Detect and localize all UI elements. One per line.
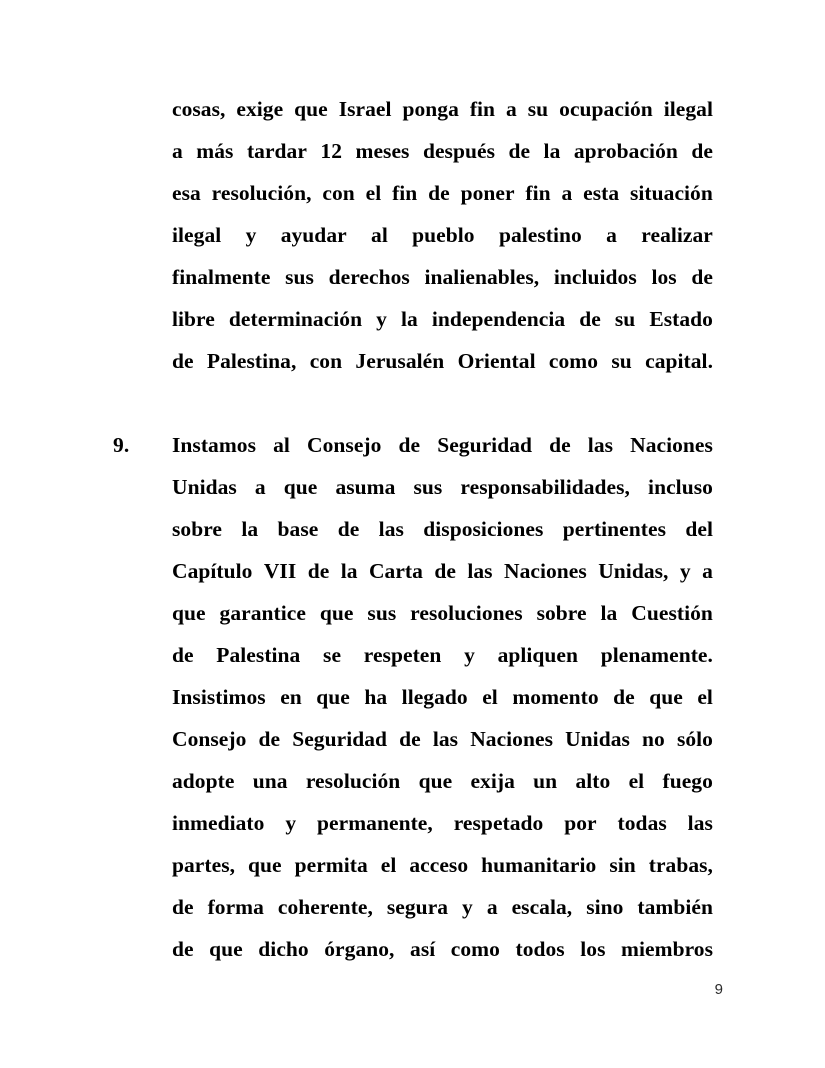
word: a [702,559,713,583]
word: VII [263,559,297,583]
word: y [376,307,387,331]
word: de [508,139,531,163]
word: Seguridad [292,727,388,751]
word: y [285,811,297,835]
word: de [579,307,601,331]
text-column [113,88,713,970]
text-line [172,508,713,550]
word: finalmente [172,265,271,289]
word: Cuestión [631,601,713,625]
word: el [697,685,713,709]
word: alto [575,769,611,793]
word: escala, [511,895,573,919]
word: Estado [649,307,713,331]
word: Unidas [172,475,237,499]
word: la [543,139,561,163]
word: todas [617,811,667,835]
word: partes, [172,853,236,877]
word: respetado [453,811,544,835]
word: y [464,643,475,667]
word: Unidas [565,727,630,751]
word: y [245,223,257,247]
word: de [337,517,360,541]
text-line [172,466,713,508]
word: meses [355,139,410,163]
word: determinación [228,307,363,331]
word: después [422,139,495,163]
word: 12 [320,139,343,163]
word: exige [236,97,284,121]
word: ilegal [663,97,713,121]
word: y [679,559,691,583]
word: realizar [641,223,713,247]
text-line [172,592,713,634]
word: Consejo [172,727,247,751]
word: al [273,433,290,457]
word: fin [469,97,496,121]
word: fin [525,181,551,205]
word: adopte [172,769,235,793]
word: ha [364,685,388,709]
word: aprobación [573,139,678,163]
word: plenamente. [600,643,713,667]
word: se [323,643,342,667]
text-line [172,760,713,802]
word: que [319,601,354,625]
text-line [172,424,713,466]
word: de [172,643,194,667]
text-line [172,256,713,298]
page-number: 9 [714,981,723,998]
text-line [172,802,713,844]
word: poner [460,181,515,205]
word: y [462,895,473,919]
word: Insistimos [172,685,266,709]
word: acceso [409,853,469,877]
word: Israel [338,97,392,121]
word: Consejo [307,433,382,457]
word: palestino [498,223,582,247]
word: su [614,307,636,331]
word: responsabilidades, [460,475,630,499]
word: al [371,223,388,247]
word: las [467,559,493,583]
word: por [564,811,597,835]
word: el [380,853,397,877]
word: pertinentes [562,517,667,541]
word: su [527,97,549,121]
word: sólo [676,727,713,751]
word: sus [285,265,314,289]
word: permita [294,853,368,877]
word: la [340,559,358,583]
word: esa [172,181,201,205]
word: los [651,265,677,289]
word: fuego [662,769,713,793]
word: la [401,307,418,331]
word: trabas, [648,853,713,877]
word: las [687,811,713,835]
word: Naciones [630,433,713,457]
word: ponga [402,97,459,121]
word: que [283,475,318,499]
word: derechos [328,265,410,289]
word: permanente, [317,811,433,835]
word: no [642,727,665,751]
paragraph-continued [113,88,713,382]
word: llegado [401,685,468,709]
word: el [482,685,498,709]
text-line [172,88,713,130]
word: esta [583,181,620,205]
word: el [365,181,382,205]
word: garantice [219,601,306,625]
text-line [172,844,713,886]
word: con [322,181,355,205]
word: disposiciones [423,517,544,541]
word: de [691,265,713,289]
word: a [172,139,183,163]
word: respeten [363,643,442,667]
word: Unidas, [598,559,669,583]
word: a [506,97,517,121]
word: asuma [335,475,396,499]
word: ocupación [559,97,653,121]
word: también [637,895,713,919]
text-line [172,634,713,676]
word: resolución, [211,181,312,205]
word: las [378,517,404,541]
word: momento [512,685,599,709]
word: que [172,601,206,625]
text-line [172,550,713,592]
paragraph-9-marker: 9. [113,433,130,457]
text-line [172,130,713,172]
paragraph-9-body [172,424,713,970]
text-line [172,214,713,256]
word: incluidos [553,265,637,289]
text-line: de Palestina, con Jerusalén Oriental como su capital. [172,349,713,373]
word: de [434,559,456,583]
word: que [294,97,328,121]
word: coherente, [277,895,373,919]
text-line: de que dicho órgano, así como todos los miembros [172,937,713,961]
word: las [432,727,459,751]
word: a [254,475,266,499]
word: más [196,139,234,163]
word: resoluciones [410,601,523,625]
text-line [172,172,713,214]
word: sobre [536,601,587,625]
word: las [587,433,614,457]
word: independencia [431,307,566,331]
paragraph-continued-body [172,88,713,382]
word: una [252,769,288,793]
word: que [649,685,683,709]
word: que [248,853,282,877]
paragraph-9 [113,424,713,970]
word: de [691,139,713,163]
word: de [398,433,421,457]
word: de [428,181,450,205]
word: sobre [172,517,223,541]
word: Carta [368,559,423,583]
word: a [486,895,498,919]
word: de [307,559,330,583]
word: ayudar [280,223,347,247]
word: Instamos [172,433,257,457]
word: un [533,769,558,793]
word: libre [172,307,215,331]
word: sin [609,853,636,877]
word: de [399,727,421,751]
word: base [277,517,319,541]
word: inalienables, [424,265,540,289]
word: segura [386,895,449,919]
word: que [316,685,350,709]
word: sino [586,895,624,919]
text-line [172,298,713,340]
word: incluso [648,475,713,499]
word: apliquen [497,643,579,667]
word: la [600,601,618,625]
word: de [549,433,571,457]
word: humanitario [481,853,597,877]
word: del [685,517,713,541]
text-line [172,886,713,928]
word: Capítulo [172,559,253,583]
word: de [172,895,194,919]
word: en [280,685,302,709]
word: pueblo [412,223,475,247]
word: situación [629,181,713,205]
word: forma [207,895,264,919]
word: ilegal [172,223,222,247]
word: la [241,517,259,541]
word: el [628,769,645,793]
word: a [606,223,617,247]
word: Naciones [504,559,587,583]
word: sus [413,475,443,499]
word: de [613,685,635,709]
word: inmediato [172,811,265,835]
word: a [561,181,573,205]
word: que [418,769,453,793]
word: sus [367,601,397,625]
word: exija [470,769,515,793]
word: resolución [305,769,401,793]
word: fin [392,181,418,205]
text-line [172,718,713,760]
word: tardar [246,139,307,163]
word: de [258,727,281,751]
word: Palestina [216,643,301,667]
word: Seguridad [437,433,533,457]
word: cosas, [172,97,226,121]
word: Naciones [470,727,553,751]
text-line [172,676,713,718]
